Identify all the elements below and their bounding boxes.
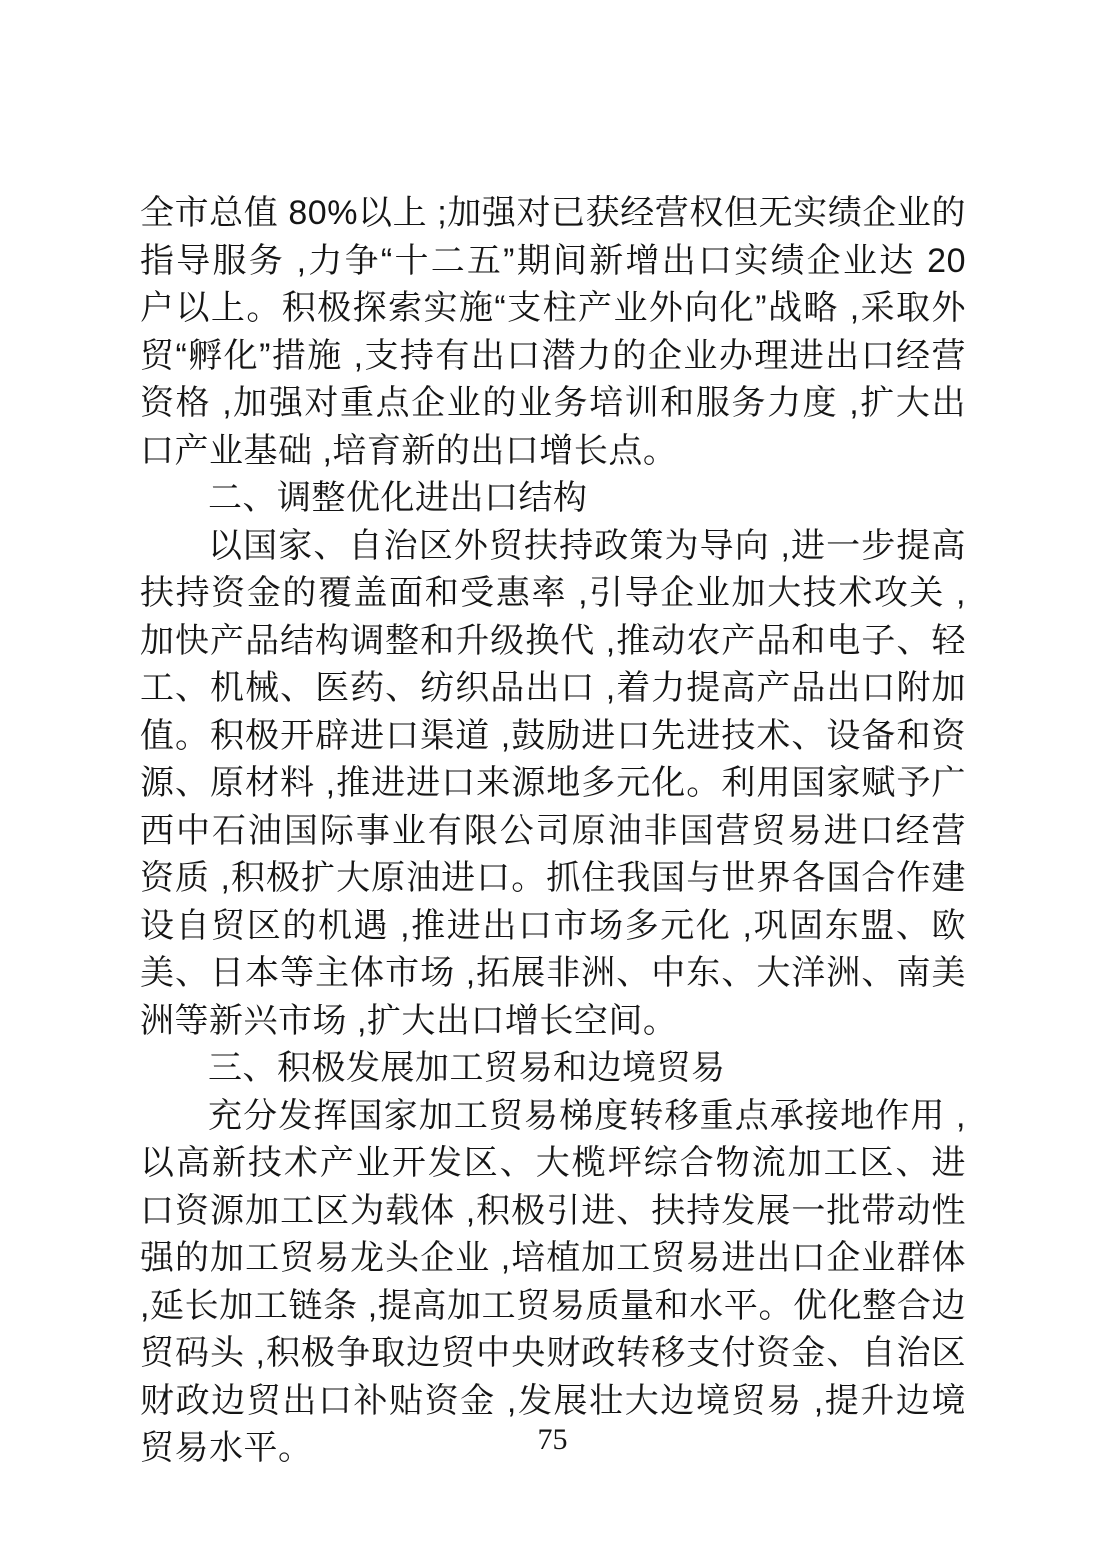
- body-paragraph-section-2: 以国家、自治区外贸扶持政策为导向 ,进一步提高扶持资金的覆盖面和受惠率 ,引导企业加大技术攻关 ,加快产品结构调整和升级换代 ,推动农产品和电子、轻工、机械、医药、纺织品出口 ,着力提高产品出口附加值。积极开辟进口渠道 ,鼓励进口先进技术、设备和资源、原材料 ,推进进口来源地多元化。利用国家赋予广西中石油国际事业有限公司原油非国营贸易进口经营资质 ,积极扩大原油进口。抓住我国与世界各国合作建设自贸区的机遇 ,推进出口市场多元化 ,巩固东盟、欧美、日本等主体市场 ,拓展非洲、中东、大洋洲、南美洲等新兴市场 ,扩大出口增长空间。: [140, 526, 966, 1040]
- page-number: 75: [537, 1423, 568, 1456]
- body-paragraph-continuation: 全市总值 80%以上 ;加强对已获经营权但无实绩企业的指导服务 ,力争“十二五”期间新增出口实绩企业达 20 户以上。积极探索实施“支柱产业外向化”战略 ,采取外贸“孵化”措施 ,支持有出口潜力的企业办理进出口经营资格 ,加强对重点企业的业务培训和服务力度 ,扩大出口产业基础 ,培育新的出口增长点。: [140, 194, 966, 470]
- section-heading-2: 二、调整优化进出口结构: [208, 479, 588, 517]
- document-body: [140, 190, 966, 1473]
- section-heading-3: 三、积极发展加工贸易和边境贸易: [208, 1049, 726, 1087]
- body-paragraph-section-3: 充分发挥国家加工贸易梯度转移重点承接地作用 ,以高新技术产业开发区、大榄坪综合物流加工区、进口资源加工区为载体 ,积极引进、扶持发展一批带动性强的加工贸易龙头企业 ,培植加工贸易进出口企业群体 ,延长加工链条 ,提高加工贸易质量和水平。优化整合边贸码头 ,积极争取边贸中央财政转移支付资金、自治区财政边贸出口补贴资金 ,发展壮大边境贸易 ,提升边境贸易水平。: [140, 1096, 966, 1467]
